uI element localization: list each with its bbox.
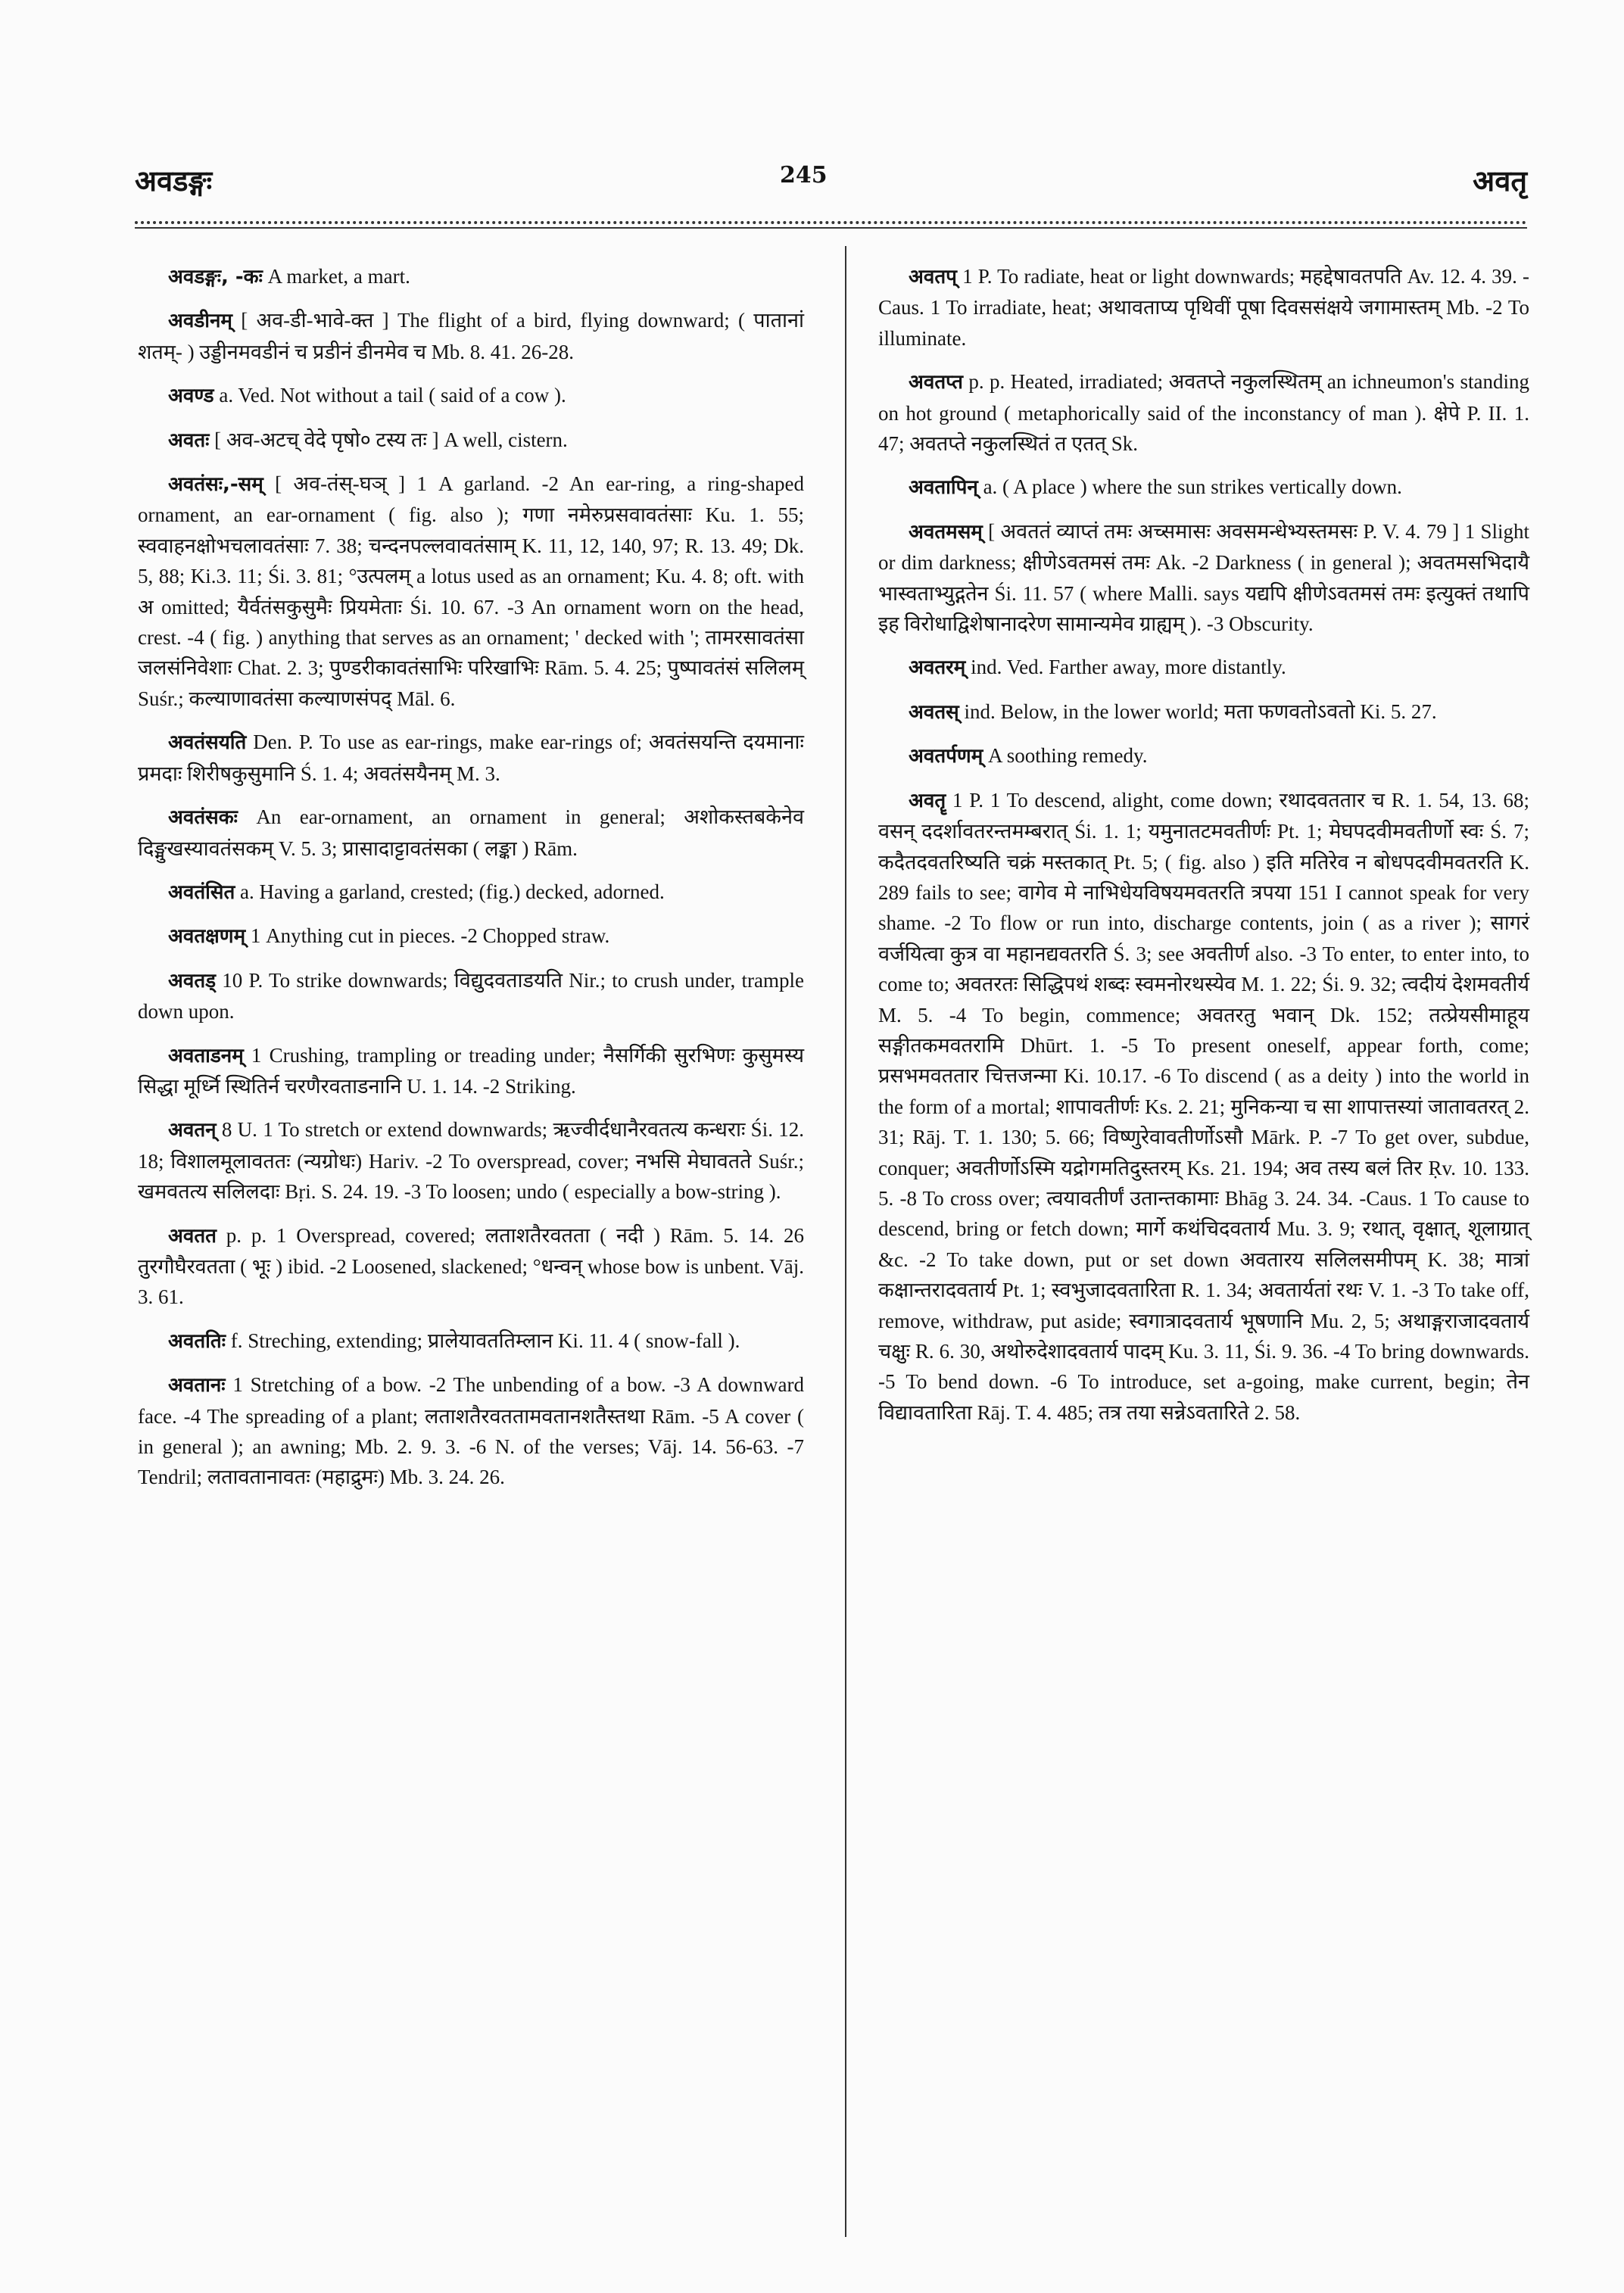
dictionary-entry	[878, 785, 1529, 1428]
entry-text: [ अवततं व्याप्तं तमः अच्समासः अवसमन्धेभ्यस्तमसः P. V. 4. 79 ] 1 Slight or dim darkness; क्षीणेऽवतमसं तमः Ak. -2 Darkness ( in general ); अवतमसभिदायै भास्वताभ्युद्गतेन Śi. 11. 57 ( where Malli. says यद्यपि क्षीणेऽवतमसं तमः इत्युक्तं तथापि इह विरोधाद्विशेषानादरेण सामान्यमेव ग्राह्यम् ). -3 Obscurity.	[878, 519, 1529, 636]
entry-headword: अवतस्	[909, 700, 959, 724]
entry-text: 1 P. 1 To descend, alight, come down; रथादवततार च R. 1. 54, 13. 68; वसन् ददर्शावतरन्तमम्बरात् Śi. 1. 1; यमुनातटमवतीर्णः Pt. 1; मेघपदवीमवतीर्णो स्वः Ś. 7; कदैतदवतरिष्यति चक्रं मस्तकात् Pt. 5; ( fig. also ) इति मतिरेव न बोधपदवीमवतरति K. 289 fails to see; वागेव मे नाभिधेयविषयमवतरति त्रपया 151 I cannot speak for very shame. -2 To flow or run into, discharge contents, join ( as a river ); सागरं वर्जयित्वा कुत्र वा महानद्यवतरति Ś. 3; see अवतीर्ण also. -3 To enter, to enter into, to come to; अवतरतः सिद्धिपथं शब्दः स्वमनोरथस्येव M. 1. 22; Śi. 9. 32; त्वदीयं देशमवतीर्य M. 5. -4 To begin, commence; अवतरतु भवान् Dk. 152; तत्प्रेयसीमाहूय सङ्गीतकमवतरामि Dhūrt. 1. -5 To present oneself, appear forth, come; प्रसभमवततार चित्तजन्मा Ki. 10.17. -6 To discend ( as a deity ) into the world in the form of a mortal; शापावतीर्णः Ks. 2. 21; मुनिकन्या च सा शापात्तस्यां जातावतरत् 2. 31; Rāj. T. 1. 130; 5. 66; विष्णुरेवावतीर्णोऽसौ Mārk. P. -7 To get over, subdue, conquer; अवतीर्णोऽस्मि यद्रोगमतिदुस्तरम् Ks. 21. 194; अव तस्य बलं तिर Ṛv. 10. 133. 5. -8 To cross over; त्वयावतीर्णं उतान्तकामाः Bhāg 3. 24. 34. -Caus. 1 To cause to descend, bring or fetch down; मार्गे कथंचिदवतार्य Mu. 3. 9; रथात्, वृक्षात्, शूलाग्रात् &c. -2 To take down, put or set down अवतारय सलिलसमीपम् K. 38; मात्रां कक्षान्तरादवतार्य Pt. 1; स्वभुजादवतारिता R. 1. 34; अवतार्यतां रथः V. 1. -3 To take off, remove, withdraw, put aside; स्वगात्रादवतार्य भूषणानि Mu. 2, 5; अथाङ्गराजादवतार्य चक्षुः R. 6. 30, अथोरुदेशादवतार्य पादम् Ku. 3. 11, Śi. 9. 36. -4 To bring downwards. -5 To bend down. -6 To introduce, set a-going, make current, begin; तेन विद्यावतारिता Rāj. T. 4. 485; तत्र तया सन्नेऽवतारिते 2. 58.	[878, 788, 1529, 1424]
entry-headword: अवडीनम्	[168, 310, 232, 333]
entry-text: a. Having a garland, crested; (fig.) decked, adorned.	[235, 880, 665, 903]
entry-text: A soothing remedy.	[983, 744, 1148, 768]
dictionary-entry	[138, 1326, 804, 1357]
left-column	[138, 261, 804, 1506]
entry-headword: अवतप्त	[909, 371, 963, 394]
entry-text: ind. Ved. Farther away, more distantly.	[965, 656, 1286, 679]
entry-text: 1 Crushing, trampling or treading under; नैसर्गिकी सुरभिणः कुसुमस्य सिद्धा मूर्ध्नि स्थितिर्न चरणैरवताडनानि U. 1. 14. -2 Striking.	[138, 1043, 804, 1098]
entry-text: a. ( A place ) where the sun strikes vertically down.	[977, 475, 1402, 499]
entry-text: Den. P. To use as ear-rings, make ear-rings of; अवतंसयन्ति दयमानाः प्रमदाः शिरीषकुसुमानि Ś. 1. 4; अवतंसयैनम् M. 3.	[138, 731, 804, 785]
entry-headword: अवतापिन्	[909, 476, 978, 500]
entry-headword: अवतरम्	[909, 656, 966, 680]
entry-headword: अवडङ्गः, -कः	[168, 266, 263, 288]
dictionary-entry	[138, 727, 804, 789]
dictionary-entry	[138, 877, 804, 908]
dictionary-entry	[138, 921, 804, 952]
dictionary-entry	[138, 380, 804, 411]
entry-text: A market, a mart.	[262, 265, 410, 288]
dictionary-entry	[878, 261, 1529, 354]
entry-headword: अवतानः	[168, 1374, 226, 1397]
entry-headword: अवततिः	[168, 1329, 226, 1353]
left-guide-word: अवडङ्गः	[135, 164, 213, 198]
entry-headword: अवण्ड	[168, 385, 214, 408]
entry-headword: अवतंसयति	[168, 731, 247, 755]
entry-text: An ear-ornament, an ornament in general; अशोकस्तबकेनेव दिङ्मुखस्यावतंसकम् V. 5. 3; प्रासादाट्टावतंसका ( लङ्का ) Rām.	[138, 805, 804, 860]
entry-headword: अवतर्पणम्	[909, 745, 983, 768]
entry-text: a. Ved. Not without a tail ( said of a cow ).	[214, 384, 566, 407]
dictionary-entry	[138, 469, 804, 714]
entry-headword: अवतमसम्	[909, 520, 983, 544]
entry-text: f. Streching, extending; प्रालेयावततिम्लान Ki. 11. 4 ( snow-fall ).	[225, 1329, 740, 1352]
dictionary-entry	[138, 1369, 804, 1493]
entry-headword: अवताडनम्	[168, 1044, 244, 1067]
entry-text: p. p. 1 Overspread, covered; लताशतैरवतता ( नदी ) Rām. 5. 14. 26 तुरगौघैरवतता ( भूः ) ibid. -2 Loosened, slackened; °धन्वन् whose bow is unbent. Vāj. 3. 61.	[138, 1223, 804, 1309]
dictionary-entry	[138, 1040, 804, 1102]
dictionary-entry	[138, 1220, 804, 1313]
entry-text: [ अव-डी-भावे-क्त ] The flight of a bird, flying downward; ( पातानां शतम्- ) उड्डीनमवडीनं च प्रडीनं डीनमेव च Mb. 8. 41. 26-28.	[138, 309, 804, 363]
entry-text: 1 Stretching of a bow. -2 The unbending of a bow. -3 A downward face. -4 The spreading of a plant; लताशतैरवततामवतानशतैस्तथा Rām. -5 A cover ( in general ); an awning; Mb. 2. 9. 3. -6 N. of the verses; Vāj. 14. 56-63. -7 Tendril; लतावतानावतः (महाद्रुमः) Mb. 3. 24. 26.	[138, 1373, 804, 1489]
dictionary-entry	[138, 425, 804, 456]
entry-headword: अवतप्	[909, 266, 957, 288]
header-dotted-rule	[135, 221, 1527, 224]
entry-headword: अवतॄ	[909, 789, 946, 812]
header-rule	[135, 227, 1527, 229]
entry-text: 1 Anything cut in pieces. -2 Chopped straw.	[245, 924, 610, 948]
dictionary-entry	[878, 472, 1529, 503]
dictionary-entry	[878, 696, 1529, 727]
entry-headword: अवतंसः,-सम्	[168, 473, 263, 497]
dictionary-entry	[138, 1114, 804, 1207]
dictionary-entry	[878, 516, 1529, 640]
entry-headword: अवतत	[168, 1224, 217, 1248]
entry-headword: अवतक्षणम्	[168, 925, 246, 949]
entry-text: p. p. Heated, irradiated; अवतप्ते नकुलस्थितम् an ichneumon's standing on hot ground ( metaphorically said of the inconstancy of man ). क्षेपे P. II. 1. 47; अवतप्ते नकुलस्थितं त एतत् Sk.	[878, 370, 1529, 456]
dictionary-entry	[138, 802, 804, 864]
entry-text: 8 U. 1 To stretch or extend downwards; ऋज्वीर्दधानैरवतत्य कन्धराः Śi. 12. 18; विशालमूलावततः (न्यग्रोधः) Hariv. -2 To overspread, cover; नभसि मेघावतते Suśr.; खमवतत्य सलिलदाः Bṛi. S. 24. 19. -3 To loosen; undo ( especially a bow-string ).	[138, 1118, 804, 1204]
entry-text: ind. Below, in the lower world; मता फणवतोऽवतो Ki. 5. 27.	[959, 699, 1437, 723]
dictionary-entry	[138, 261, 804, 292]
entry-headword: अवतंसकः	[168, 806, 238, 830]
entry-headword: अवतः	[168, 428, 210, 452]
right-guide-word: अवतृ	[1473, 164, 1527, 198]
entry-headword: अवतन्	[168, 1119, 217, 1142]
entry-headword: अवतड्	[168, 969, 217, 992]
entry-text: [ अव-तंस्-घञ् ] 1 A garland. -2 An ear-ring, a ring-shaped ornament, an ear-ornament ( fig. also ); गणा नमेरुप्रसवावतंसाः Ku. 1. 55; स्ववाहनक्षोभचलावतंसाः 7. 38; चन्दनपल्लवावतंसाम् K. 11, 12, 140, 97; R. 13. 49; Dk. 5, 88; Ki.3. 11; Śi. 3. 81; °उत्पलम् a lotus used as an ornament; Ku. 4. 8; oft. with अ omitted; यैर्वतंसकुसुमैः प्रियमेताः Śi. 10. 67. -3 An ornament worn on the head, crest. -4 ( fig. ) anything that serves as an ornament; ' decked with '; तामरसावतंसा जलसंनिवेशाः Chat. 2. 3; पुण्डरीकावतंसाभिः परिखाभिः Rām. 5. 4. 25; पुष्पावतंसं सलिलम् Suśr.; कल्याणावतंसा कल्याणसंपद् Māl. 6.	[138, 472, 804, 710]
dictionary-entry	[878, 740, 1529, 771]
dictionary-entry	[878, 366, 1529, 459]
page-number: 245	[780, 162, 828, 188]
right-column	[878, 261, 1529, 1441]
dictionary-entry	[138, 305, 804, 367]
dictionary-entry	[138, 965, 804, 1027]
entry-text: [ अव-अटच् वेदे पृषो० टस्य तः ] A well, cistern.	[209, 428, 568, 451]
entry-headword: अवतंसित	[168, 880, 235, 904]
dictionary-entry	[878, 652, 1529, 683]
entry-text: 10 P. To strike downwards; विद्युदवताडयति Nir.; to crush under, trample down upon.	[138, 968, 804, 1023]
entry-text: 1 P. To radiate, heat or light downwards; महद्देषावतपति Av. 12. 4. 39. -Caus. 1 To irradiate, heat; अथावताप्य पृथिवीं पूषा दिवससंक्षये जगामास्तम् Mb. -2 To illuminate.	[878, 265, 1529, 350]
column-divider	[845, 246, 846, 2237]
